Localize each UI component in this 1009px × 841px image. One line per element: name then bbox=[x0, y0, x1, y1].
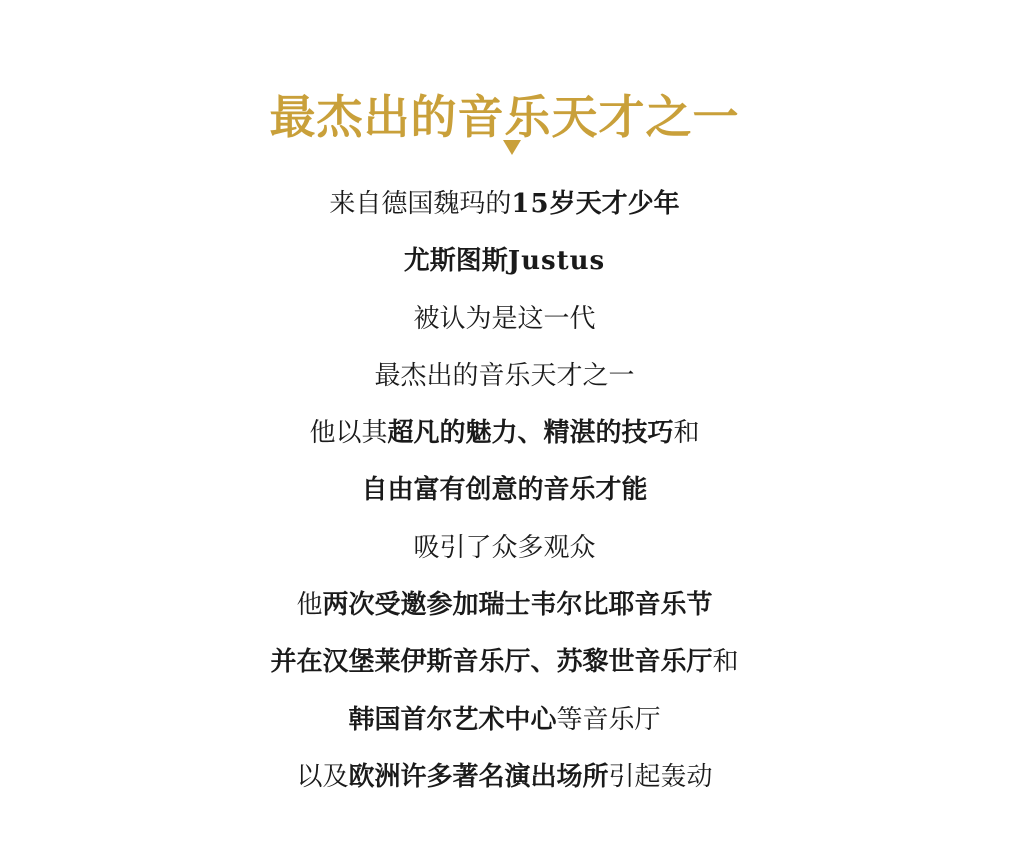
paragraph-lines bbox=[0, 180, 1009, 810]
text-line bbox=[0, 180, 1009, 237]
emphasis-text: 自由富有创意的音乐才能 bbox=[361, 475, 648, 506]
body-text: 他以其 bbox=[309, 418, 388, 449]
emphasis-text: 欧洲许多著名演出场所 bbox=[348, 761, 609, 792]
emphasis-text: 岁天才少年 bbox=[549, 189, 680, 219]
text-line bbox=[0, 638, 1009, 695]
emphasis-text: 超凡的魅力、精湛的技巧 bbox=[387, 418, 674, 449]
body-text: 等音乐厅 bbox=[556, 704, 661, 735]
body-text: 以及 bbox=[296, 761, 349, 792]
emphasis-text: Justus bbox=[507, 246, 606, 277]
emphasis-text: 并在汉堡莱伊斯音乐厅、苏黎世音乐厅 bbox=[270, 647, 713, 678]
section-heading: 最杰出的音乐天才之一 bbox=[269, 89, 740, 144]
text-line bbox=[0, 696, 1009, 753]
text-line bbox=[0, 753, 1009, 810]
body-text: 他 bbox=[296, 590, 323, 621]
body-text: 最杰出的音乐天才之一 bbox=[374, 360, 635, 391]
triangle-down-icon bbox=[503, 140, 521, 155]
body-text: 和 bbox=[673, 418, 700, 449]
body-text: 和 bbox=[712, 647, 739, 678]
emphasis-text: 尤斯图斯 bbox=[403, 246, 508, 277]
text-line bbox=[0, 466, 1009, 523]
body-text: 吸引了众多观众 bbox=[413, 532, 596, 563]
body-text: 来自德国魏玛的 bbox=[329, 189, 512, 219]
text-line bbox=[0, 352, 1009, 409]
body-text: 被认为是这一代 bbox=[413, 303, 596, 334]
body-text: 引起轰动 bbox=[608, 761, 713, 792]
emphasis-text: 15 bbox=[511, 189, 550, 219]
emphasis-text: 韩国首尔艺术中心 bbox=[348, 704, 557, 735]
text-line bbox=[0, 581, 1009, 638]
text-line bbox=[0, 295, 1009, 352]
emphasis-text: 两次受邀参加瑞士韦尔比耶音乐节 bbox=[322, 590, 713, 621]
text-line bbox=[0, 409, 1009, 466]
text-line bbox=[0, 524, 1009, 581]
text-line bbox=[0, 237, 1009, 294]
